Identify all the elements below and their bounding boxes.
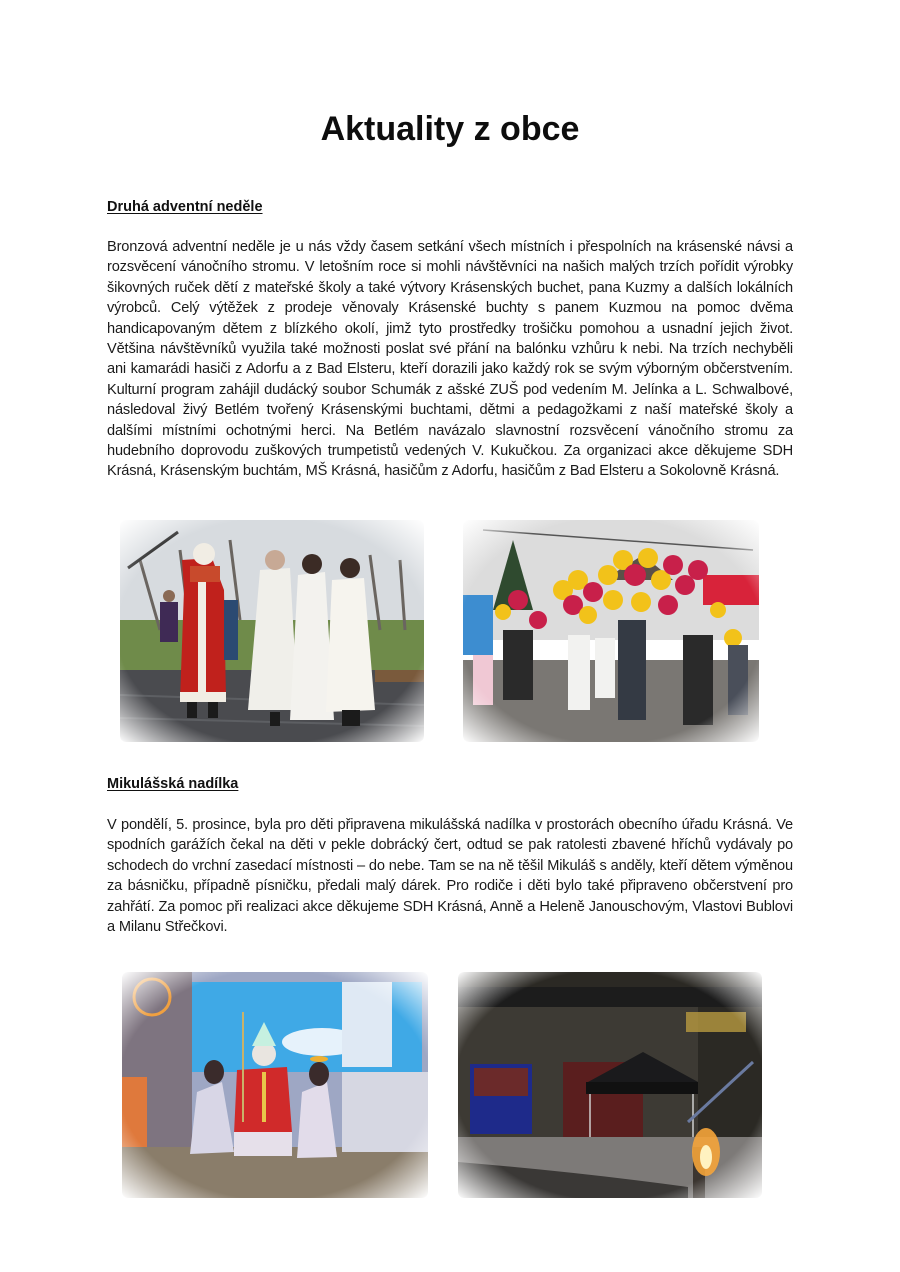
photo-balloons (463, 520, 759, 742)
santa-angels-image (120, 520, 424, 742)
section-body-advent: Bronzová adventní neděle je u nás vždy časem setkání všech místních i přespolních na krásenské návsi a rozsvěcení vánočního stromu. V letošním roce si mohli návštěvníci na našich malých trzích pořídit výrobky šikovných ruček dětí z mateřské školy a také výtvory Krásenských buchet, pana Kuzmy a dalších lokálních výrobců. Celý výtěžek z prodeje věnovaly Krásenské buchty s panem Kuzmou na pomoc dvěma handicapovaným dětem z blízkého okolí, jimž tyto prostředky trošičku pomohou a usnadní jejich život. Většina návštěvníků využila také možnosti poslat své přání na balónku vzhůru k nebi. Na trzích nechyběli ani kamarádi hasiči z Adorfu a z Bad Elsteru, kteří dorazili jako každý rok se svým výborným občerstvením. Kulturní program zahájil dudácký soubor Schumák z ašské ZUŠ pod vedením M. Jelínka a L. Schwalbové, následoval živý Betlém tvořený Krásenskými buchtami, dětmi a pedagožkami z naší mateřské školy a dalšími místními ochotnými herci. Na Betlém navázalo slavnostní rozsvěcení vánočního stromu za hudebního doprovodu zuškových trumpetistů vedených V. Kukučkou. Za organizaci akce děkujeme SDH Krásná, Krásenským buchtám, MŠ Krásná, hasičům z Adorfu, hasičům z Bad Elsteru a Sokolovně Krásná. (107, 239, 793, 480)
section-body-mikulas: V pondělí, 5. prosince, byla pro děti připravena mikulášská nadílka v prostorách obecního úřadu Krásná. Ve spodních garážích čekal na děti v pekle dobrácký čert, odtud se pak ratolesti zbavené hříchů vydávaly po schodech do vrchní zasedací místnosti – do nebe. Tam se na ně těšil Mikuláš s anděly, kteří dětem výměnou za básničku, případně písničku, předali malý dárek. Pro rodiče i děti bylo také připraveno občerstvení pro zahřátí. Za pomoc při realizaci akce děkujeme SDH Krásná, Anně a Heleně Janouschovým, Vlastovi Bublovi a Milanu Střečkovi. (107, 817, 793, 936)
photo-santa-angels (120, 520, 424, 742)
section-heading-advent: Druhá adventní neděle (107, 199, 263, 215)
photo-night-courtyard (458, 972, 762, 1198)
section-heading-mikulas: Mikulášská nadílka (107, 776, 239, 792)
page-title: Aktuality z obce (320, 110, 580, 148)
mikulas-angels-image (122, 972, 428, 1198)
balloons-image (463, 520, 759, 742)
night-courtyard-image (458, 972, 762, 1198)
photo-mikulas-angels (122, 972, 428, 1198)
